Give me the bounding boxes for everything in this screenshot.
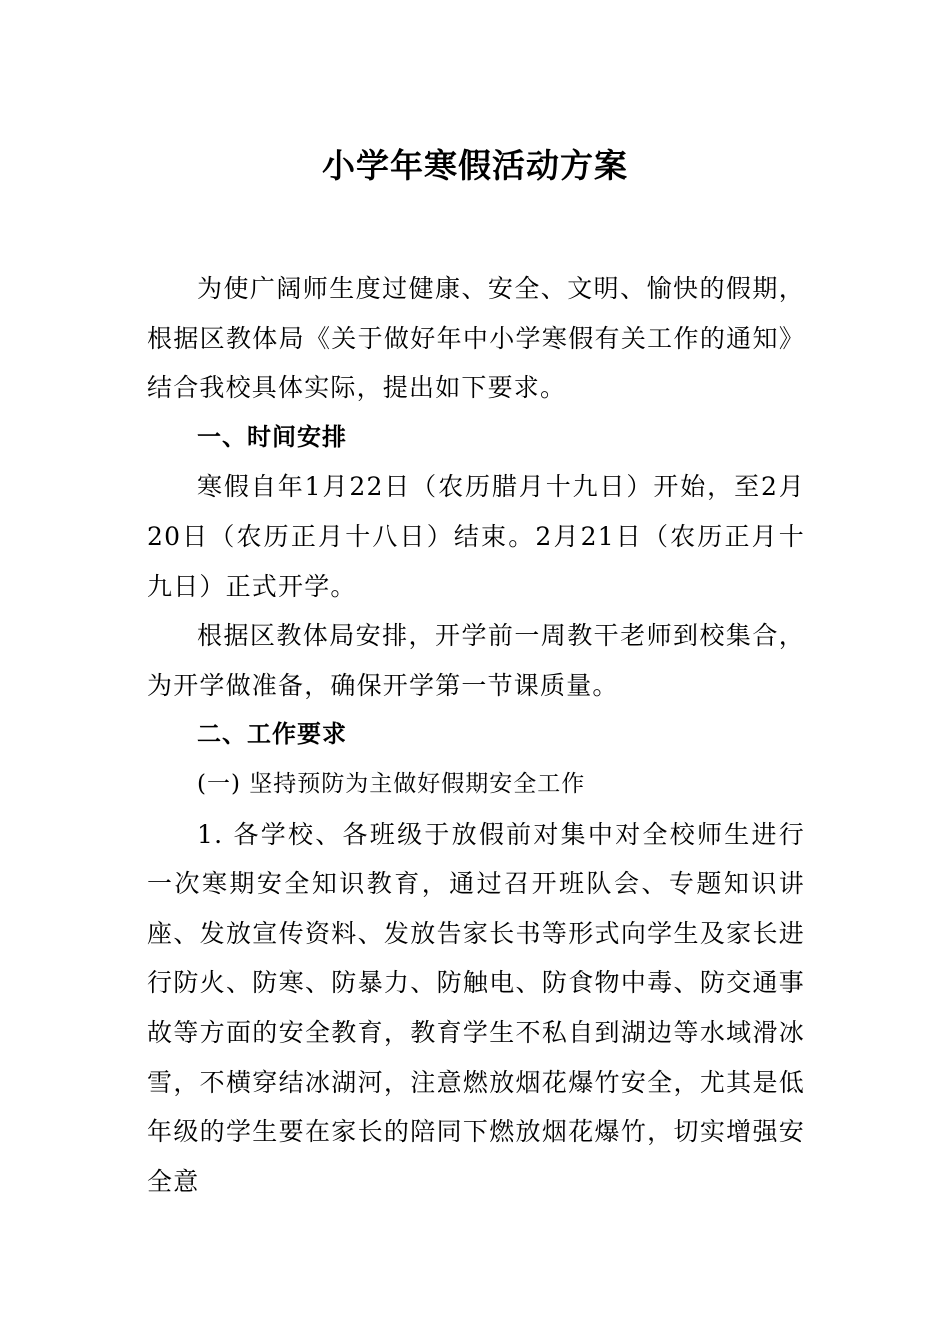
schedule-paragraph: 寒假自年1月22日（农历腊月十九日）开始，至2月20日（农历正月十八日）结束。2月21日（农历正月十九日）正式开学。 xyxy=(147,472,805,601)
section-heading-schedule: 一、时间安排 xyxy=(197,422,347,451)
section-heading-requirements: 二、工作要求 xyxy=(197,720,347,749)
teacher-arrival-paragraph: 根据区教体局安排，开学前一周教干老师到校集合，为开学做准备，确保开学第一节课质量。 xyxy=(147,621,805,700)
intro-paragraph: 为使广阔师生度过健康、安全、文明、愉快的假期，根据区教体局《关于做好年中小学寒假有关工作的通知》结合我校具体实际，提出如下要求。 xyxy=(147,274,805,403)
safety-paragraph: 1. 各学校、各班级于放假前对集中对全校师生进行一次寒期安全知识教育，通过召开班队会、专题知识讲座、发放宣传资料、发放告家长书等形式向学生及家长进行防火、防寒、防暴力、防触电、防食物中毒、防交通事故等方面的安全教育，教育学生不私自到湖边等水域滑冰雪，不横穿结冰湖河，注意燃放烟花爆竹安全，尤其是低年级的学生要在家长的陪同下燃放烟花爆竹，切实增强安全意 xyxy=(147,819,805,1196)
subsection-heading-safety: (一) 坚持预防为主做好假期安全工作 xyxy=(197,770,586,797)
document-title: 小学年寒假活动方案 xyxy=(322,146,628,185)
document-body xyxy=(147,264,805,1206)
